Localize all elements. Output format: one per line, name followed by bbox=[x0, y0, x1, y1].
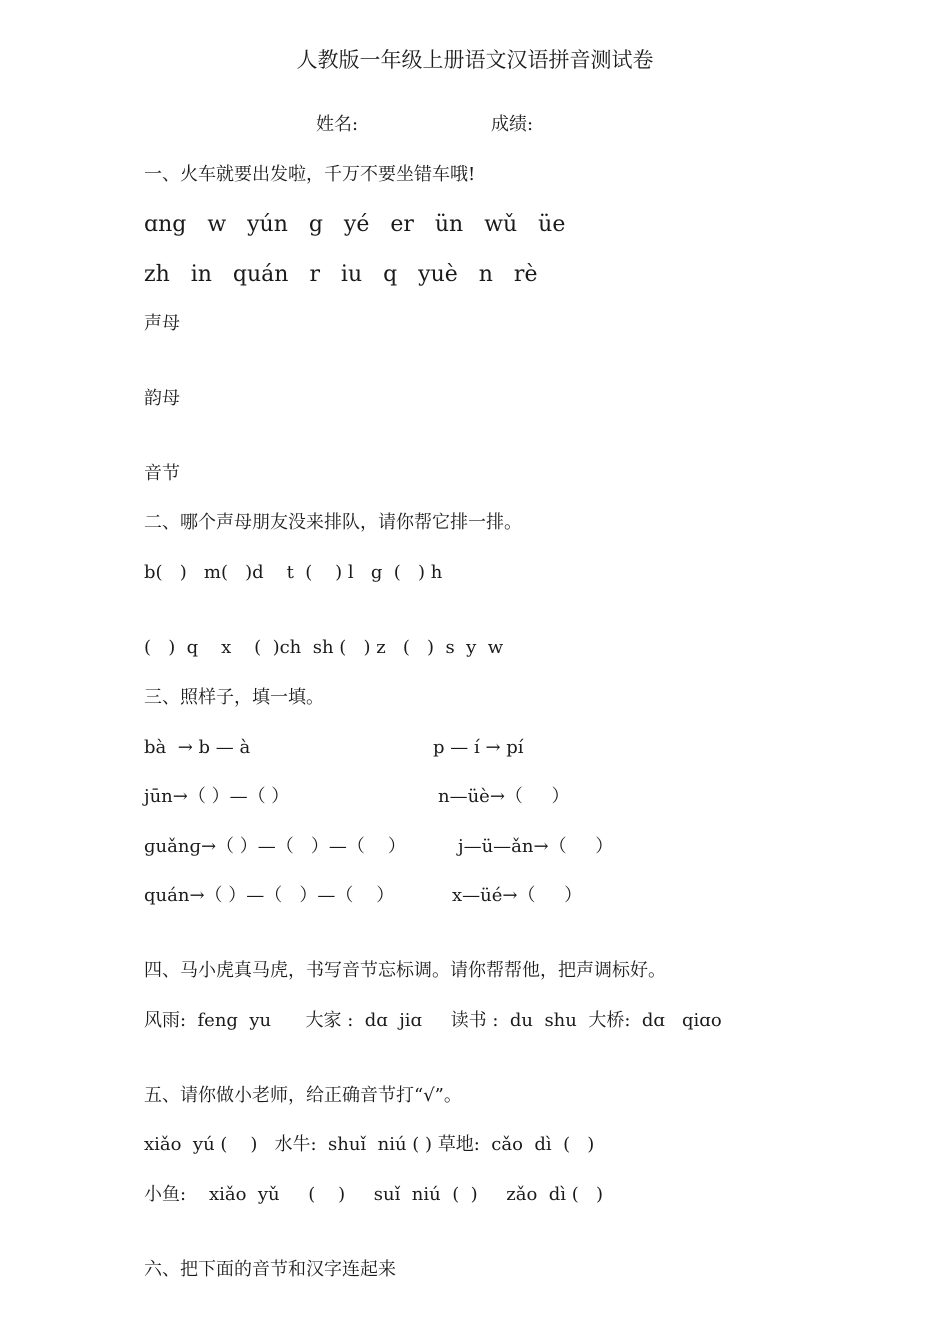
example-left-1: bà → b — à bbox=[144, 737, 251, 758]
section-4-heading: 四、马小虎真马虎，书写音节忘标调。请你帮帮他，把声调标好。 bbox=[144, 960, 666, 981]
page-title: 人教版一年级上册语文汉语拼音测试卷 bbox=[296, 48, 654, 72]
section-3-heading: 三、照样子，填一填。 bbox=[144, 687, 324, 708]
section-6-heading: 六、把下面的音节和汉字连起来 bbox=[144, 1259, 396, 1280]
example-right-1: p — í → pí bbox=[433, 737, 524, 758]
label-yunmu: 韵母 bbox=[144, 388, 180, 409]
example-right-2: n—üè→（ ） bbox=[438, 786, 570, 807]
tone-items: 风雨: feng yu 大家 : dɑ jiɑ 读书 : du shu 大桥: dɑ qiɑo bbox=[144, 1010, 722, 1031]
section-5-heading: 五、请你做小老师，给正确音节打“√”。 bbox=[144, 1085, 462, 1106]
consonant-row-1: b( ) m( )d t ( ) l g ( ) h bbox=[144, 562, 443, 583]
consonant-row-2: ( ) q x ( )ch sh ( ) z ( ) s y w bbox=[144, 637, 504, 658]
label-yinjie: 音节 bbox=[144, 463, 180, 484]
section-2-heading: 二、哪个声母朋友没来排队，请你帮它排一排。 bbox=[144, 512, 522, 533]
pinyin-row-1: ɑng w yún g yé er ün wǔ üe bbox=[144, 212, 566, 237]
example-left-4: quán→（ ）—（ ）—（ ） bbox=[144, 885, 395, 906]
pinyin-row-2: zh in quán r iu q yuè n rè bbox=[144, 262, 538, 287]
section-1-heading: 一、火车就要出发啦，千万不要坐错车哦! bbox=[144, 164, 476, 185]
check-row-1: xiǎo yú ( ) 水牛: shuǐ niú ( ) 草地: cǎo dì ( ) bbox=[144, 1134, 595, 1155]
score-label: 成绩: bbox=[491, 114, 534, 135]
example-right-3: j—ü—ǎn→（ ） bbox=[458, 836, 614, 857]
example-right-4: x—üé→（ ） bbox=[452, 885, 583, 906]
check-row-2: 小鱼: xiǎo yǔ ( ) suǐ niú ( ) zǎo dì ( ) bbox=[144, 1184, 603, 1205]
example-left-2: jūn→（ ）—（ ） bbox=[144, 786, 290, 807]
example-left-3: ɡuǎnɡ→（ ）—（ ）—（ ） bbox=[144, 836, 406, 857]
label-shengmu: 声母 bbox=[144, 313, 180, 334]
name-label: 姓名: bbox=[316, 114, 359, 135]
